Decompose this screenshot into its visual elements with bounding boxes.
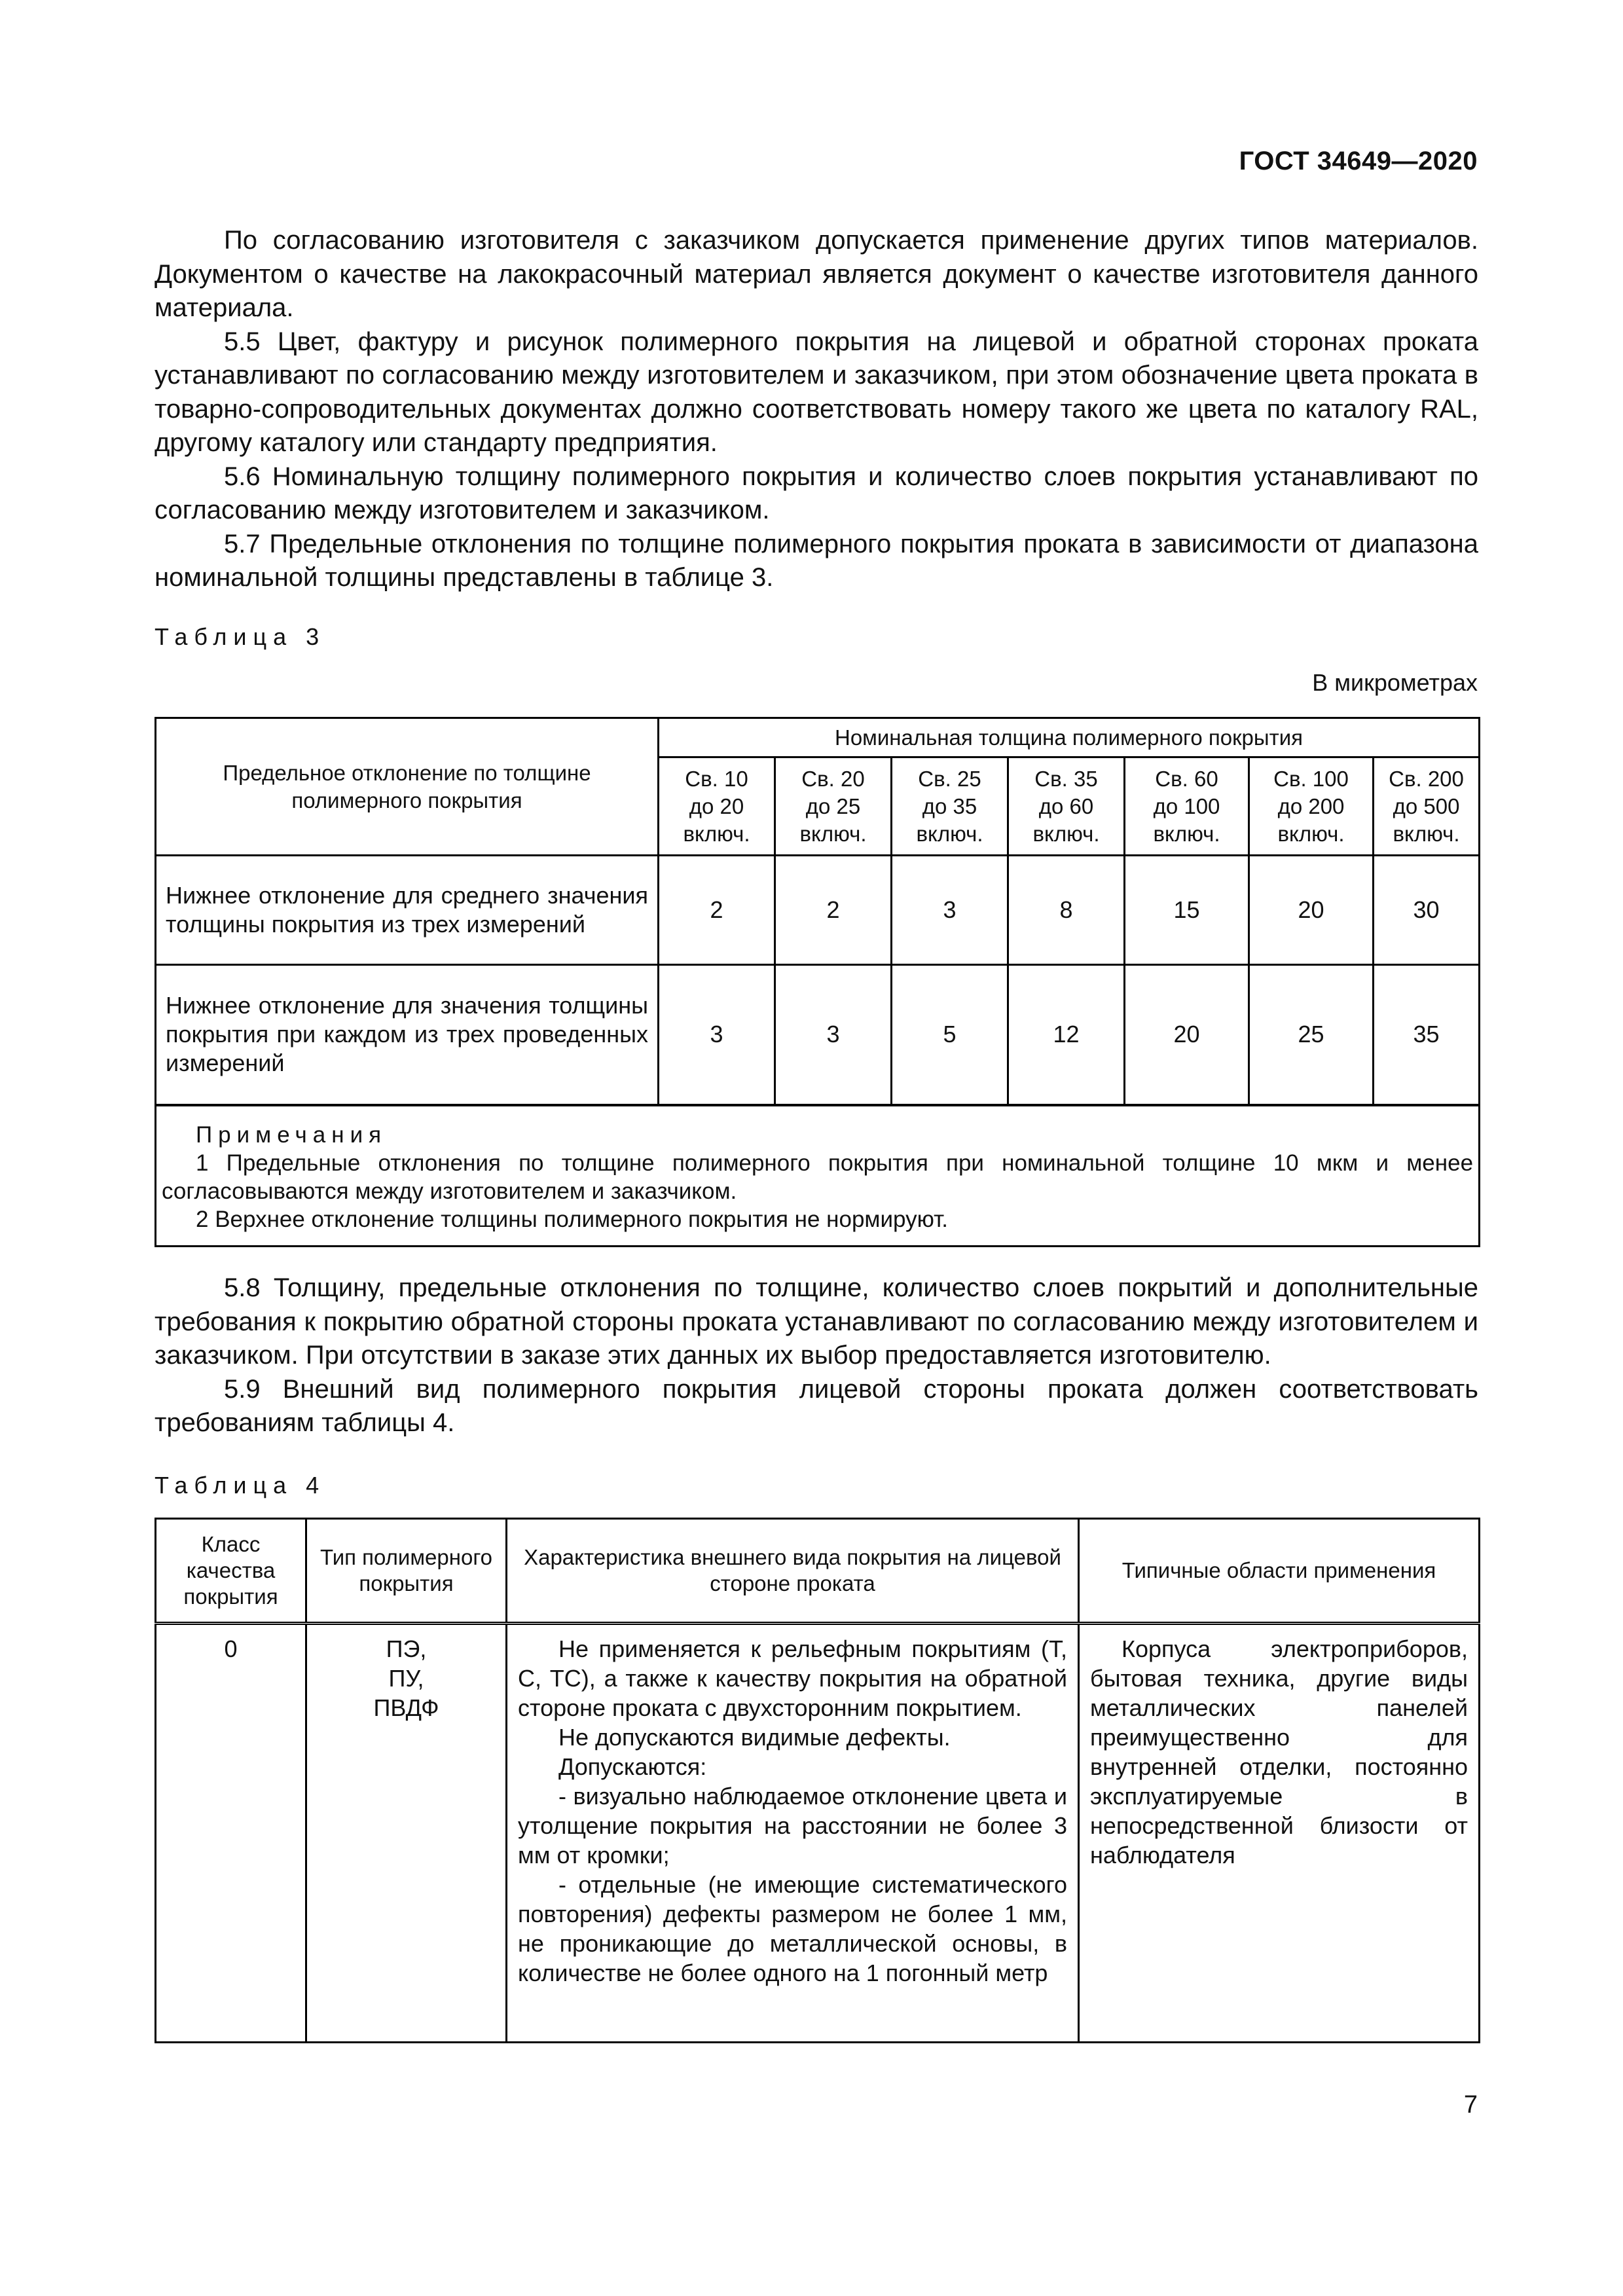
table-4 bbox=[155, 1518, 1480, 2043]
column-header: Св. 20 до 25 включ. bbox=[775, 757, 892, 856]
cell-value: 2 bbox=[775, 856, 892, 965]
coating-type-pvdf: ПВДФ bbox=[373, 1694, 439, 1721]
table4-caption: Таблица 4 bbox=[155, 1472, 326, 1499]
middle-text bbox=[155, 1271, 1478, 1440]
table3-caption: Таблица 3 bbox=[155, 623, 326, 650]
column-header: Св. 100 до 200 включ. bbox=[1249, 757, 1374, 856]
paragraph-5-7: 5.7 Предельные отклонения по толщине полимерного покрытия проката в зависимости от диапазона номинальной толщины представлены в таблице 3. bbox=[155, 529, 1478, 592]
cell-value: 12 bbox=[1008, 965, 1125, 1105]
corner-header: Предельное отклонение по толщине полимерного покрытия bbox=[156, 718, 659, 856]
table-row bbox=[156, 965, 1480, 1105]
group-header: Номинальная толщина полимерного покрытия bbox=[659, 718, 1480, 757]
cell-value: 3 bbox=[892, 856, 1008, 965]
table-3 bbox=[155, 717, 1480, 1247]
table-row bbox=[156, 1624, 1480, 2043]
cell-value: 2 bbox=[659, 856, 775, 965]
appearance-description: Не применяется к рельефным покрытиям (Т, С, ТС), а также к качеству покрытия на обратной стороне проката с двухсторонним покрытием. Не допускаются видимые дефекты. Допускаются: - визуально наблюдаемое отклонение цвета и утолщение покрытия на расстоянии не более 3 мм от кромки; - отдельные (не имеющие систематического повторения) дефекты размером не более 1 мм, не проникающие до металлической основы, в количестве не более одного на 1 погонный метр bbox=[507, 1624, 1079, 2043]
page-number: 7 bbox=[1463, 2091, 1478, 2119]
column-header: Св. 35 до 60 включ. bbox=[1008, 757, 1125, 856]
notes-title: Примечания bbox=[196, 1121, 388, 1148]
column-header: Св. 60 до 100 включ. bbox=[1125, 757, 1249, 856]
paragraph: По согласованию изготовителя с заказчиком допускается применение других типов материалов. Документом о качестве на лакокрасочный материал является документ о качестве изготовителя данного материала. bbox=[155, 226, 1478, 322]
header-appearance: Характеристика внешнего вида покрытия на лицевой стороне проката bbox=[507, 1519, 1079, 1624]
cell-value: 30 bbox=[1374, 856, 1480, 965]
note-2: 2 Верхнее отклонение толщины полимерного покрытия не нормируют. bbox=[196, 1206, 948, 1232]
cell-value: 3 bbox=[659, 965, 775, 1105]
cell-value: 8 bbox=[1008, 856, 1125, 965]
table3-notes bbox=[156, 1105, 1480, 1247]
paragraph-5-6: 5.6 Номинальную толщину полимерного покрытия и количество слоев покрытия устанавливают по согласованию между изготовителем и заказчиком. bbox=[155, 462, 1478, 524]
coating-type-pu: ПУ, bbox=[388, 1665, 424, 1692]
paragraph-5-8: 5.8 Толщину, предельные отклонения по толщине, количество слоев покрытий и дополнительные требования к покрытию обратной стороны проката устанавливают по согласованию между изготовителем и заказчиком. При отсутствии в заказе этих данных их выбор предоставляется изготовителю. bbox=[155, 1273, 1478, 1370]
header-quality-class: Класс качества покрытия bbox=[156, 1519, 306, 1624]
application-areas: Корпуса электроприборов, бытовая техника, другие виды металлических панелей преимущественно для внутренней отделки, постоянно эксплуатируемые в непосредственной близости от наблюдателя bbox=[1079, 1624, 1480, 2043]
cell-value: 20 bbox=[1125, 965, 1249, 1105]
quality-class-value: 0 bbox=[156, 1624, 306, 2043]
cell-value: 5 bbox=[892, 965, 1008, 1105]
table3-units: В микрометрах bbox=[1312, 669, 1478, 696]
column-header: Св. 10 до 20 включ. bbox=[659, 757, 775, 856]
column-header: Св. 200 до 500 включ. bbox=[1374, 757, 1480, 856]
intro-text bbox=[155, 224, 1478, 595]
cell-value: 35 bbox=[1374, 965, 1480, 1105]
paragraph-5-9: 5.9 Внешний вид полимерного покрытия лицевой стороны проката должен соответствовать требованиям таблицы 4. bbox=[155, 1374, 1478, 1437]
row-label: Нижнее отклонение для среднего значения толщины покрытия из трех измерений bbox=[156, 856, 659, 965]
cell-value: 20 bbox=[1249, 856, 1374, 965]
table-row bbox=[156, 856, 1480, 965]
cell-value: 25 bbox=[1249, 965, 1374, 1105]
coating-types bbox=[306, 1624, 507, 2043]
coating-type-pe: ПЭ, bbox=[386, 1635, 427, 1662]
row-label: Нижнее отклонение для значения толщины покрытия при каждом из трех проведенных измерений bbox=[156, 965, 659, 1105]
cell-value: 3 bbox=[775, 965, 892, 1105]
header-coating-type: Тип полимерного покрытия bbox=[306, 1519, 507, 1624]
cell-value: 15 bbox=[1125, 856, 1249, 965]
notes-row bbox=[156, 1105, 1480, 1247]
header-applications: Типичные области применения bbox=[1079, 1519, 1480, 1624]
note-1: 1 Предельные отклонения по толщине полимерного покрытия при номинальной толщине 10 мкм и менее согласовываются между изготовителем и заказчиком. bbox=[162, 1150, 1474, 1204]
column-header: Св. 25 до 35 включ. bbox=[892, 757, 1008, 856]
document-code: ГОСТ 34649—2020 bbox=[1239, 147, 1478, 175]
paragraph-5-5: 5.5 Цвет, фактуру и рисунок полимерного покрытия на лицевой и обратной сторонах проката устанавливают по согласованию между изготовителем и заказчиком, при этом обозначение цвета проката в товарно-сопроводительных документах должно соответствовать номеру такого же цвета по каталогу RAL, другому каталогу или стандарту предприятия. bbox=[155, 327, 1478, 457]
